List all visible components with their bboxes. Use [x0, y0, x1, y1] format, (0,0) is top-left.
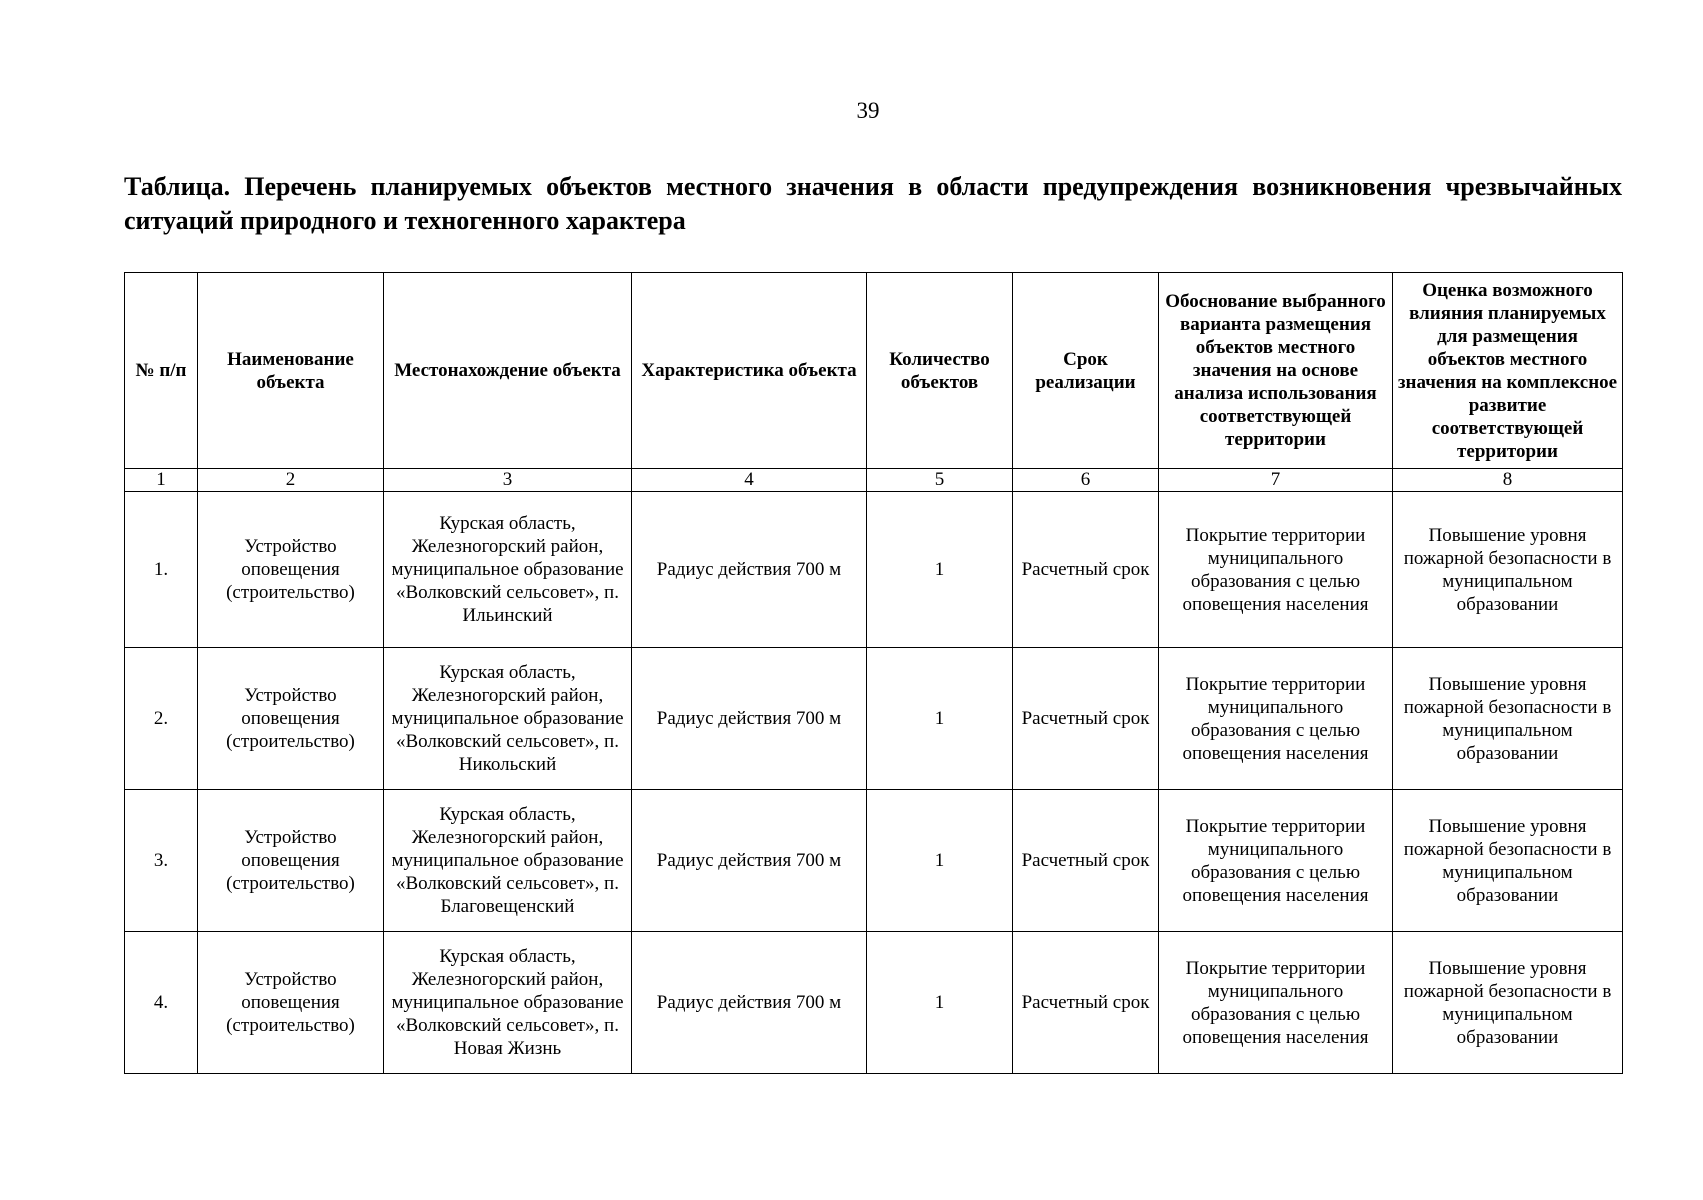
placement-justification: Покрытие территории муниципального образования с целью оповещения населения — [1159, 648, 1393, 790]
column-number: 5 — [867, 469, 1013, 492]
header-assessment: Оценка возможного влияния планируемых для размещения объектов местного значения на комплексное развитие соответствующей территории — [1393, 273, 1623, 469]
table-row — [125, 932, 1623, 1074]
object-quantity: 1 — [867, 648, 1013, 790]
object-characteristic: Радиус действия 700 м — [632, 648, 867, 790]
placement-justification: Покрытие территории муниципального образования с целью оповещения населения — [1159, 790, 1393, 932]
column-number: 3 — [384, 469, 632, 492]
header-quantity: Количество объектов — [867, 273, 1013, 469]
implementation-term: Расчетный срок — [1013, 648, 1159, 790]
column-number: 2 — [198, 469, 384, 492]
object-characteristic: Радиус действия 700 м — [632, 790, 867, 932]
table-row — [125, 648, 1623, 790]
header-num: № п/п — [125, 273, 198, 469]
implementation-term: Расчетный срок — [1013, 790, 1159, 932]
placement-justification: Покрытие территории муниципального образования с целью оповещения населения — [1159, 492, 1393, 648]
impact-assessment: Повышение уровня пожарной безопасности в муниципальном образовании — [1393, 790, 1623, 932]
object-location: Курская область, Железногорский район, муниципальное образование «Волковский сельсовет», п. Ильинский — [384, 492, 632, 648]
table-row — [125, 790, 1623, 932]
implementation-term: Расчетный срок — [1013, 492, 1159, 648]
object-characteristic: Радиус действия 700 м — [632, 492, 867, 648]
header-characteristic: Характеристика объекта — [632, 273, 867, 469]
column-number: 7 — [1159, 469, 1393, 492]
object-location: Курская область, Железногорский район, муниципальное образование «Волковский сельсовет», п. Благовещенский — [384, 790, 632, 932]
object-name: Устройство оповещения (строительство) — [198, 492, 384, 648]
object-location: Курская область, Железногорский район, муниципальное образование «Волковский сельсовет», п. Новая Жизнь — [384, 932, 632, 1074]
impact-assessment: Повышение уровня пожарной безопасности в муниципальном образовании — [1393, 648, 1623, 790]
header-term: Срок реализации — [1013, 273, 1159, 469]
object-quantity: 1 — [867, 932, 1013, 1074]
impact-assessment: Повышение уровня пожарной безопасности в муниципальном образовании — [1393, 932, 1623, 1074]
implementation-term: Расчетный срок — [1013, 932, 1159, 1074]
object-name: Устройство оповещения (строительство) — [198, 790, 384, 932]
object-name: Устройство оповещения (строительство) — [198, 932, 384, 1074]
table-title: Таблица. Перечень планируемых объектов местного значения в области предупреждения возникновения чрезвычайных ситуаций природного и техногенного характера — [124, 172, 1622, 235]
header-row — [125, 273, 1623, 469]
page-number: 39 — [856, 98, 880, 123]
object-characteristic: Радиус действия 700 м — [632, 932, 867, 1074]
column-number-row — [125, 469, 1623, 492]
impact-assessment: Повышение уровня пожарной безопасности в муниципальном образовании — [1393, 492, 1623, 648]
column-number: 1 — [125, 469, 198, 492]
object-quantity: 1 — [867, 492, 1013, 648]
object-quantity: 1 — [867, 790, 1013, 932]
column-number: 4 — [632, 469, 867, 492]
row-number: 1. — [125, 492, 198, 648]
row-number: 2. — [125, 648, 198, 790]
row-number: 3. — [125, 790, 198, 932]
column-number: 6 — [1013, 469, 1159, 492]
column-number: 8 — [1393, 469, 1623, 492]
header-justification: Обоснование выбранного варианта размещения объектов местного значения на основе анализа использования соответствующей территории — [1159, 273, 1393, 469]
objects-table — [124, 272, 1623, 1074]
header-location: Местонахождение объекта — [384, 273, 632, 469]
row-number: 4. — [125, 932, 198, 1074]
object-name: Устройство оповещения (строительство) — [198, 648, 384, 790]
placement-justification: Покрытие территории муниципального образования с целью оповещения населения — [1159, 932, 1393, 1074]
header-name: Наименование объекта — [198, 273, 384, 469]
table-row — [125, 492, 1623, 648]
object-location: Курская область, Железногорский район, муниципальное образование «Волковский сельсовет», п. Никольский — [384, 648, 632, 790]
